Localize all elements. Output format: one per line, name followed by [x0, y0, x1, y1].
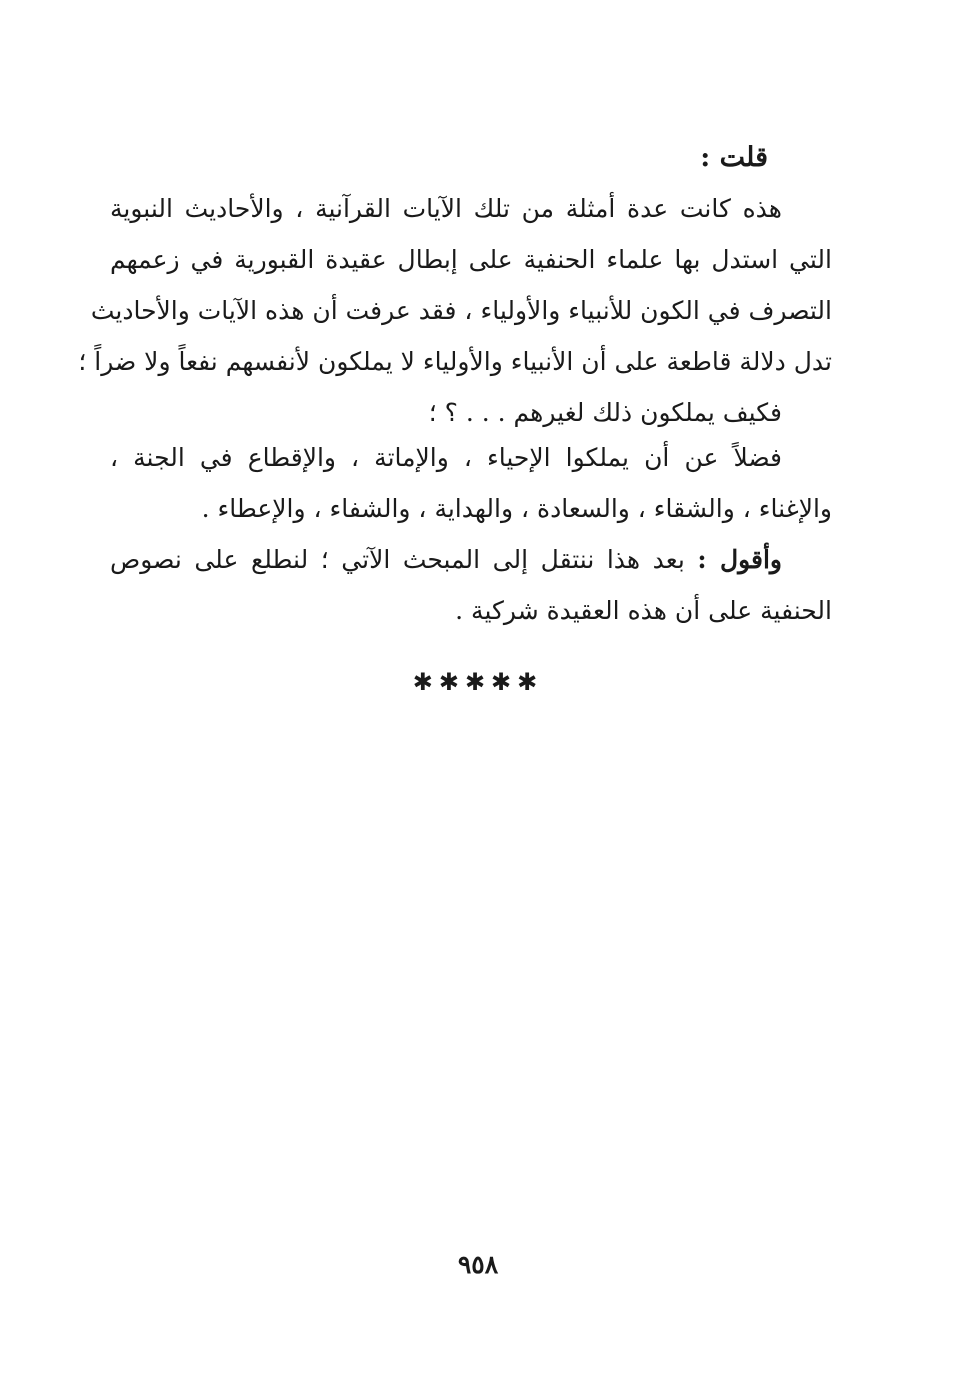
paragraph-line-rest: بعد هذا ننتقل إلى المبحث الآتي ؛ لنطلع على نصوص [110, 545, 698, 574]
paragraph-line: والإغناء ، والشقاء ، والسعادة ، والهداية ، والشفاء ، والإعطاء . [201, 494, 832, 523]
paragraph-line: فضلاً عن أن يملكوا الإحياء ، والإماتة ، والإقطاع في الجنة ، [110, 443, 782, 472]
paragraph-line: الحنفية على أن هذه العقيدة شركية . [455, 596, 832, 625]
section-separator: ✱✱✱✱✱ [412, 668, 544, 696]
paragraph-line: التي استدل بها علماء الحنفية على إبطال عقيدة القبورية في زعمهم [110, 245, 832, 274]
paragraph-lead: وأقول : [697, 545, 782, 574]
paragraph-powers [110, 432, 832, 534]
page-number: ٩٥٨ [457, 1250, 499, 1279]
paragraph-line: فكيف يملكون ذلك لغيرهم . . . ؟ ؛ [428, 398, 782, 427]
section-heading: قلت : [700, 142, 768, 173]
paragraph-examples [78, 183, 832, 438]
paragraph-line: هذه كانت عدة أمثلة من تلك الآيات القرآنية ، والأحاديث النبوية [110, 194, 782, 223]
paragraph-line: التصرف في الكون للأنبياء والأولياء ، فقد عرفت أن هذه الآيات والأحاديث [90, 296, 832, 325]
paragraph-line [110, 534, 832, 585]
paragraph-transition [110, 534, 832, 636]
paragraph-line: تدل دلالة قاطعة على أن الأنبياء والأولياء لا يملكون لأنفسهم نفعاً ولا ضراً ؛ [78, 347, 832, 376]
